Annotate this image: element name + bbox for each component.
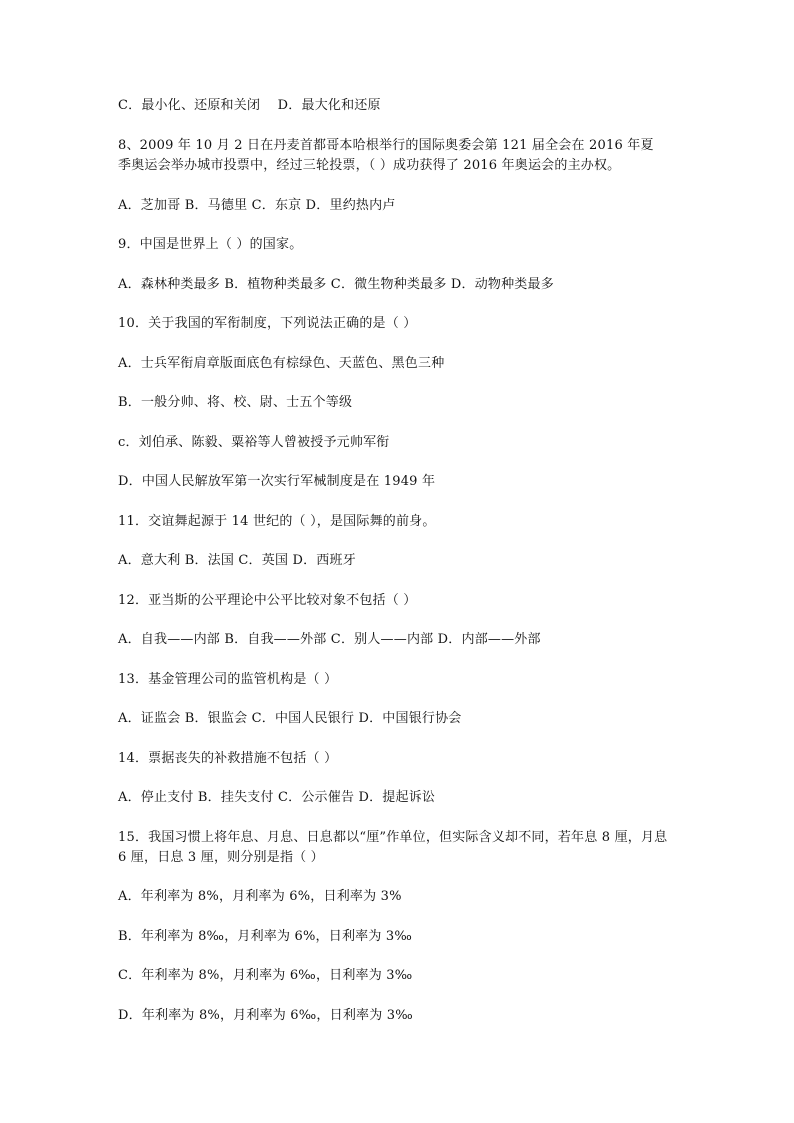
question-11-text: 11．交谊舞起源于 14 世纪的（ ），是国际舞的前身。 — [118, 514, 436, 529]
question-13-options: A．证监会 B．银监会 C．中国人民银行 D．中国银行协会 — [118, 711, 462, 726]
question-15-option-a: A．年利率为 8%，月利率为 6%，日利率为 3% — [118, 889, 402, 904]
question-15-text: 15．我国习惯上将年息、月息、日息都以“厘”作单位，但实际含义却不同，若年息 8 厘，月息 6 厘，日息 3 厘，则分别是指（ ） — [118, 830, 668, 865]
question-14-options: A．停止支付 B．挂失支付 C．公示催告 D．提起诉讼 — [118, 790, 436, 805]
question-9-text: 9．中国是世界上（ ）的国家。 — [118, 237, 303, 252]
question-10-option-b: B．一般分帅、将、校、尉、士五个等级 — [118, 395, 353, 410]
question-9-options: A．森林种类最多 B．植物种类最多 C．微生物种类最多 D．动物种类最多 — [118, 277, 554, 292]
question-12-text: 12．亚当斯的公平理论中公平比较对象不包括（ ） — [118, 593, 417, 608]
question-12-options: A．自我——内部 B．自我——外部 C．别人——内部 D．内部——外部 — [118, 632, 541, 647]
question-8-text: 8、2009 年 10 月 2 日在丹麦首都哥本哈根举行的国际奥委会第 121 届全会在 2016 年夏季奥运会举办城市投票中，经过三轮投票，（ ）成功获得了 2016 年奥运会的主办权。 — [118, 138, 654, 173]
question-13-text: 13．基金管理公司的监管机构是（ ） — [118, 672, 338, 687]
question-15-option-c: C．年利率为 8%，月利率为 6‰，日利率为 3‰ — [118, 968, 413, 983]
question-14-text: 14．票据丧失的补救措施不包括（ ） — [118, 751, 338, 766]
question-8-options: A．芝加哥 B．马德里 C．东京 D．里约热内卢 — [118, 198, 396, 213]
question-7-options-cd: C．最小化、还原和关闭 D．最大化和还原 — [118, 98, 381, 113]
question-10-option-c: c．刘伯承、陈毅、粟裕等人曾被授予元帅军衔 — [118, 435, 390, 450]
question-11-options: A．意大利 B．法国 C．英国 D．西班牙 — [118, 553, 356, 568]
question-10-option-d: D．中国人民解放军第一次实行军械制度是在 1949 年 — [118, 474, 436, 489]
question-15-option-d: D．年利率为 8%，月利率为 6‰，日利率为 3‰ — [118, 1008, 413, 1023]
question-10-text: 10．关于我国的军衔制度，下列说法正确的是（ ） — [118, 316, 417, 331]
question-15-option-b: B．年利率为 8‰，月利率为 6%，日利率为 3‰ — [118, 929, 413, 944]
question-10-option-a: A．士兵军衔肩章版面底色有棕绿色、天蓝色、黑色三种 — [118, 356, 445, 371]
